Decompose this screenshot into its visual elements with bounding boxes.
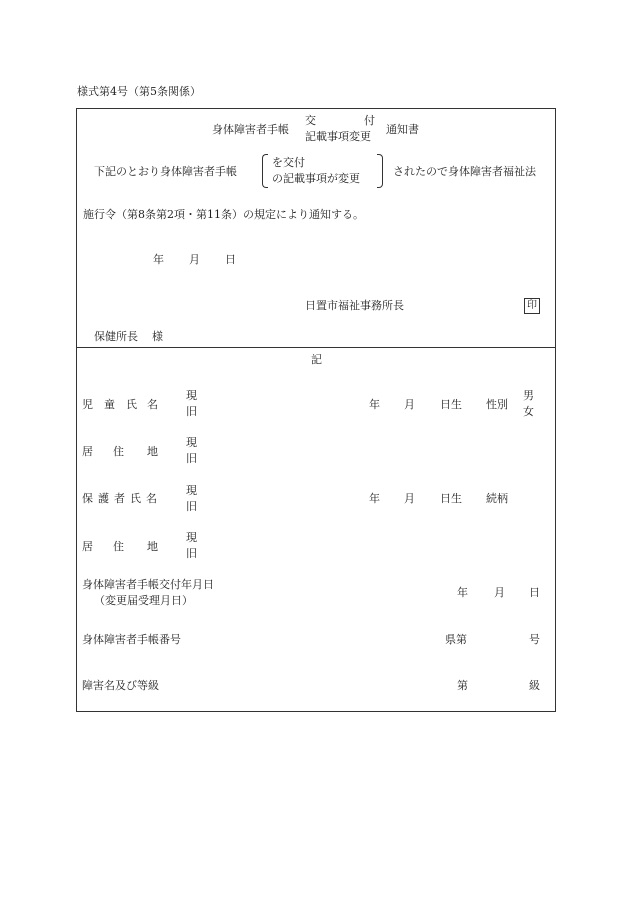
title-option-issue-b: 付 (364, 114, 375, 127)
addressee-name: 保健所長 (94, 330, 138, 343)
child-address-former: 旧 (186, 452, 197, 465)
child-name-label-4: 名 (147, 398, 158, 411)
child-address-current: 現 (186, 436, 197, 449)
guardian-birth-month: 月 (404, 492, 415, 505)
notice-line1-prefix: 下記のとおり身体障害者手帳 (94, 165, 237, 178)
sex-male: 男 (523, 389, 534, 402)
guardian-address-label-1: 居 (82, 540, 93, 553)
sex-label: 性別 (486, 398, 508, 411)
issue-date-sublabel: （変更届受理月日） (94, 594, 193, 607)
guardian-name-label-3: 者 (114, 492, 125, 505)
child-birth-day: 日生 (440, 398, 462, 411)
child-name-current: 現 (186, 389, 197, 402)
guardian-address-label-2: 住 (113, 540, 124, 553)
child-birth-year: 年 (369, 398, 380, 411)
disability-label: 障害名及び等級 (82, 679, 159, 692)
title-option-change: 記載事項変更 (305, 130, 371, 143)
child-birth-month: 月 (404, 398, 415, 411)
child-name-label-1: 児 (82, 398, 93, 411)
notice-line2: 施行令（第8条第2項・第11条）の規定により通知する。 (83, 208, 364, 221)
disability-grade-suffix: 級 (529, 679, 540, 692)
guardian-name-label-1: 保 (82, 492, 93, 505)
child-address-label-2: 住 (113, 445, 124, 458)
issue-date-label: 身体障害者手帳交付年月日 (82, 578, 214, 591)
guardian-address-current: 現 (186, 531, 197, 544)
guardian-birth-day: 日生 (440, 492, 462, 505)
guardian-name-label-4: 氏 (130, 492, 141, 505)
bracket-option-issue: を交付 (272, 156, 305, 169)
guardian-name-former: 旧 (186, 500, 197, 513)
section-divider (76, 347, 556, 348)
notice-date-year: 年 (153, 253, 164, 266)
sex-female: 女 (523, 405, 534, 418)
addressee-honorific: 様 (152, 330, 163, 343)
title-prefix: 身体障害者手帳 (212, 123, 289, 136)
title-suffix: 通知書 (386, 123, 419, 136)
guardian-name-current: 現 (186, 484, 197, 497)
ki-heading: 記 (311, 353, 322, 366)
issue-date-month: 月 (494, 586, 505, 599)
handbook-number-suffix: 号 (529, 633, 540, 646)
bracket-right (377, 154, 383, 188)
issuer-name: 日置市福祉事務所長 (305, 299, 404, 312)
child-name-former: 旧 (186, 405, 197, 418)
guardian-address-former: 旧 (186, 547, 197, 560)
issue-date-day: 日 (529, 586, 540, 599)
bracket-left (262, 154, 268, 188)
handbook-number-label: 身体障害者手帳番号 (82, 633, 181, 646)
relationship-label: 続柄 (486, 492, 508, 505)
form-reference: 様式第4号（第5条関係） (77, 85, 201, 98)
bracket-option-change: の記載事項が変更 (272, 172, 360, 185)
guardian-birth-year: 年 (369, 492, 380, 505)
guardian-address-label-3: 地 (147, 540, 158, 553)
child-address-label-3: 地 (147, 445, 158, 458)
guardian-name-label-5: 名 (146, 492, 157, 505)
title-option-issue-a: 交 (305, 114, 316, 127)
handbook-number-prefix: 県第 (445, 633, 467, 646)
notice-line1-suffix: されたので身体障害者福祉法 (393, 165, 536, 178)
disability-grade-prefix: 第 (457, 679, 468, 692)
child-name-label-2: 童 (104, 398, 115, 411)
notice-date-month: 月 (189, 253, 200, 266)
guardian-name-label-2: 護 (98, 492, 109, 505)
child-address-label-1: 居 (82, 445, 93, 458)
notice-date-day: 日 (225, 253, 236, 266)
seal-stamp: 印 (524, 298, 540, 314)
child-name-label-3: 氏 (126, 398, 137, 411)
issue-date-year: 年 (457, 586, 468, 599)
